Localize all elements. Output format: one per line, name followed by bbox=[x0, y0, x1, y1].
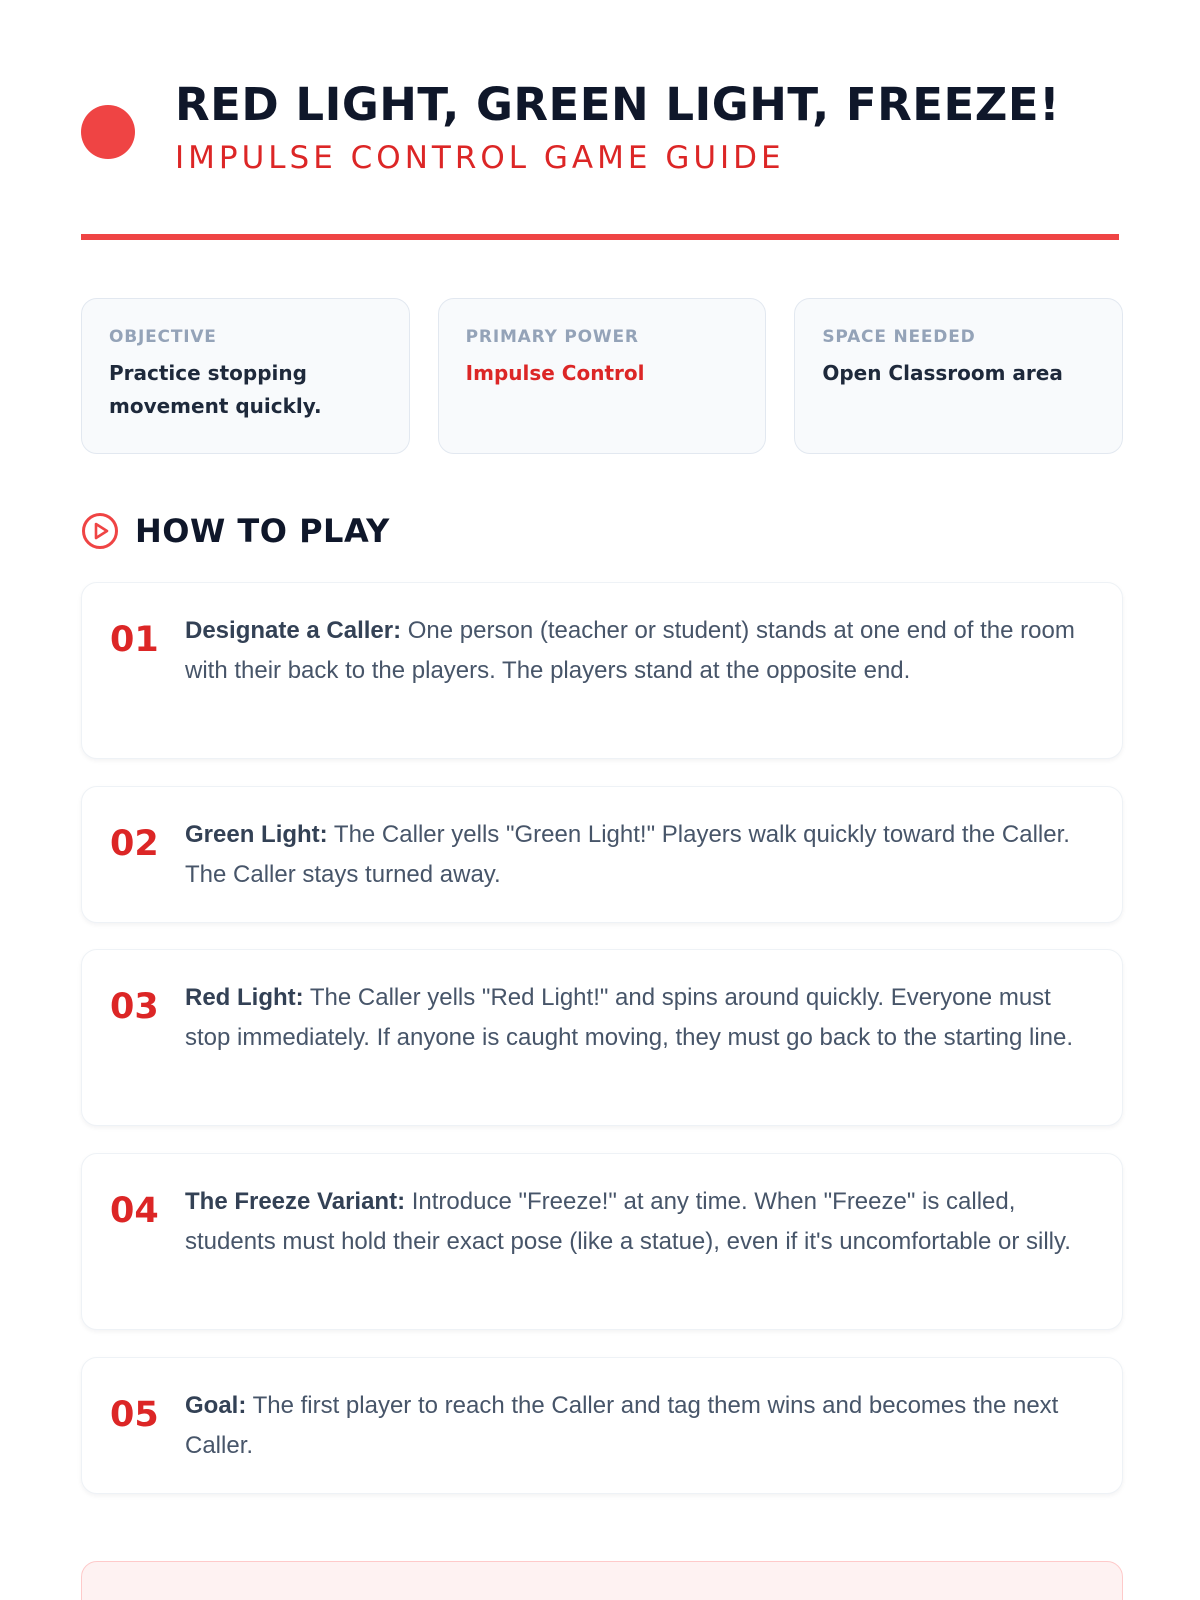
step-card bbox=[81, 786, 1123, 923]
objective-card bbox=[81, 298, 410, 454]
note-box bbox=[81, 1561, 1123, 1600]
step-number: 02 bbox=[110, 824, 159, 864]
header bbox=[81, 0, 1119, 240]
page-title: RED LIGHT, GREEN LIGHT, FREEZE! bbox=[175, 78, 1061, 131]
space-needed-value: Open Classroom area bbox=[822, 361, 1063, 385]
step-text bbox=[185, 611, 1094, 730]
primary-power-value: Impulse Control bbox=[465, 361, 645, 385]
step-number: 05 bbox=[110, 1395, 159, 1435]
primary-power-label: PRIMARY POWER bbox=[465, 327, 639, 347]
step-number: 04 bbox=[110, 1191, 159, 1231]
how-to-play-heading bbox=[81, 512, 390, 550]
step-description: The first player to reach the Caller and tag them wins and becomes the next Caller. bbox=[185, 1392, 1059, 1459]
step-text bbox=[185, 815, 1094, 894]
step-number: 01 bbox=[110, 620, 159, 660]
step-card bbox=[81, 1357, 1123, 1494]
step-text bbox=[185, 978, 1094, 1097]
step-heading: Red Light: bbox=[185, 984, 304, 1011]
step-heading: Green Light: bbox=[185, 821, 328, 848]
step-description: The Caller yells "Red Light!" and spins around quickly. Everyone must stop immediately. If anyone is caught moving, they must go back to the starting line. bbox=[185, 984, 1074, 1051]
play-circle-icon bbox=[81, 512, 119, 550]
section-title: HOW TO PLAY bbox=[135, 512, 390, 550]
step-card bbox=[81, 1153, 1123, 1330]
step-heading: Goal: bbox=[185, 1392, 247, 1419]
page-subtitle: IMPULSE CONTROL GAME GUIDE bbox=[175, 140, 785, 176]
red-dot-icon bbox=[81, 105, 135, 159]
step-description: The Caller yells "Green Light!" Players walk quickly toward the Caller. The Caller stays turned away. bbox=[185, 821, 1070, 888]
step-text bbox=[185, 1182, 1094, 1301]
primary-power-card bbox=[438, 298, 767, 454]
step-number: 03 bbox=[110, 987, 159, 1027]
step-card bbox=[81, 949, 1123, 1126]
space-needed-card bbox=[794, 298, 1123, 454]
objective-value: Practice stopping movement quickly. bbox=[109, 361, 322, 418]
step-heading: The Freeze Variant: bbox=[185, 1188, 406, 1215]
step-heading: Designate a Caller: bbox=[185, 617, 402, 644]
step-description: One person (teacher or student) stands at one end of the room with their back to the players. The players stand at the opposite end. bbox=[185, 617, 1075, 684]
space-needed-label: SPACE NEEDED bbox=[822, 327, 976, 347]
objective-label: OBJECTIVE bbox=[109, 327, 217, 347]
step-card bbox=[81, 582, 1123, 759]
step-text bbox=[185, 1386, 1094, 1465]
info-cards bbox=[81, 298, 1123, 454]
step-description: Introduce "Freeze!" at any time. When "Freeze" is called, students must hold their exact pose (like a statue), even if it's uncomfortable or silly. bbox=[185, 1188, 1071, 1255]
